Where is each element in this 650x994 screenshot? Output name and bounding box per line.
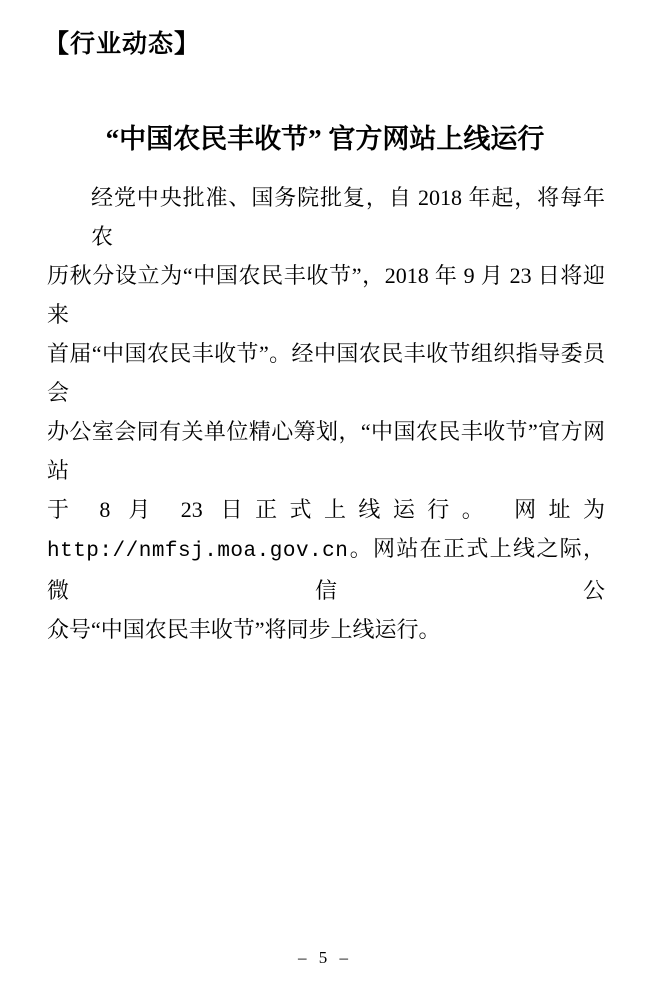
paragraph-line-4: 办公室会同有关单位精心筹划，“中国农民丰收节”官方网站 [47, 419, 605, 483]
section-header: 【行业动态】 [44, 29, 201, 58]
website-url: http://nmfsj.moa.gov.cn [47, 540, 349, 563]
paragraph-line-5: 于 8 月 23 日正式上线运行。 网址为 [47, 497, 605, 522]
article-title: “中国农民丰收节” 官方网站上线运行 [105, 124, 545, 155]
article-body [47, 178, 605, 649]
paragraph-line-6-text: 。网站在正式上线之际，微信公 [47, 536, 605, 603]
page-number: – 5 – [298, 948, 352, 967]
paragraph-line-7: 众号“中国农民丰收节”将同步上线运行。 [47, 617, 441, 642]
paragraph-line-3: 首届“中国农民丰收节”。经中国农民丰收节组织指导委员会 [47, 341, 605, 405]
paragraph-line-6 [47, 529, 605, 610]
paragraph-line-1: 经党中央批准、国务院批复，自 2018 年起，将每年农 [91, 185, 605, 249]
paragraph-line-2: 历秋分设立为“中国农民丰收节”，2018 年 9 月 23 日将迎来 [47, 263, 605, 327]
